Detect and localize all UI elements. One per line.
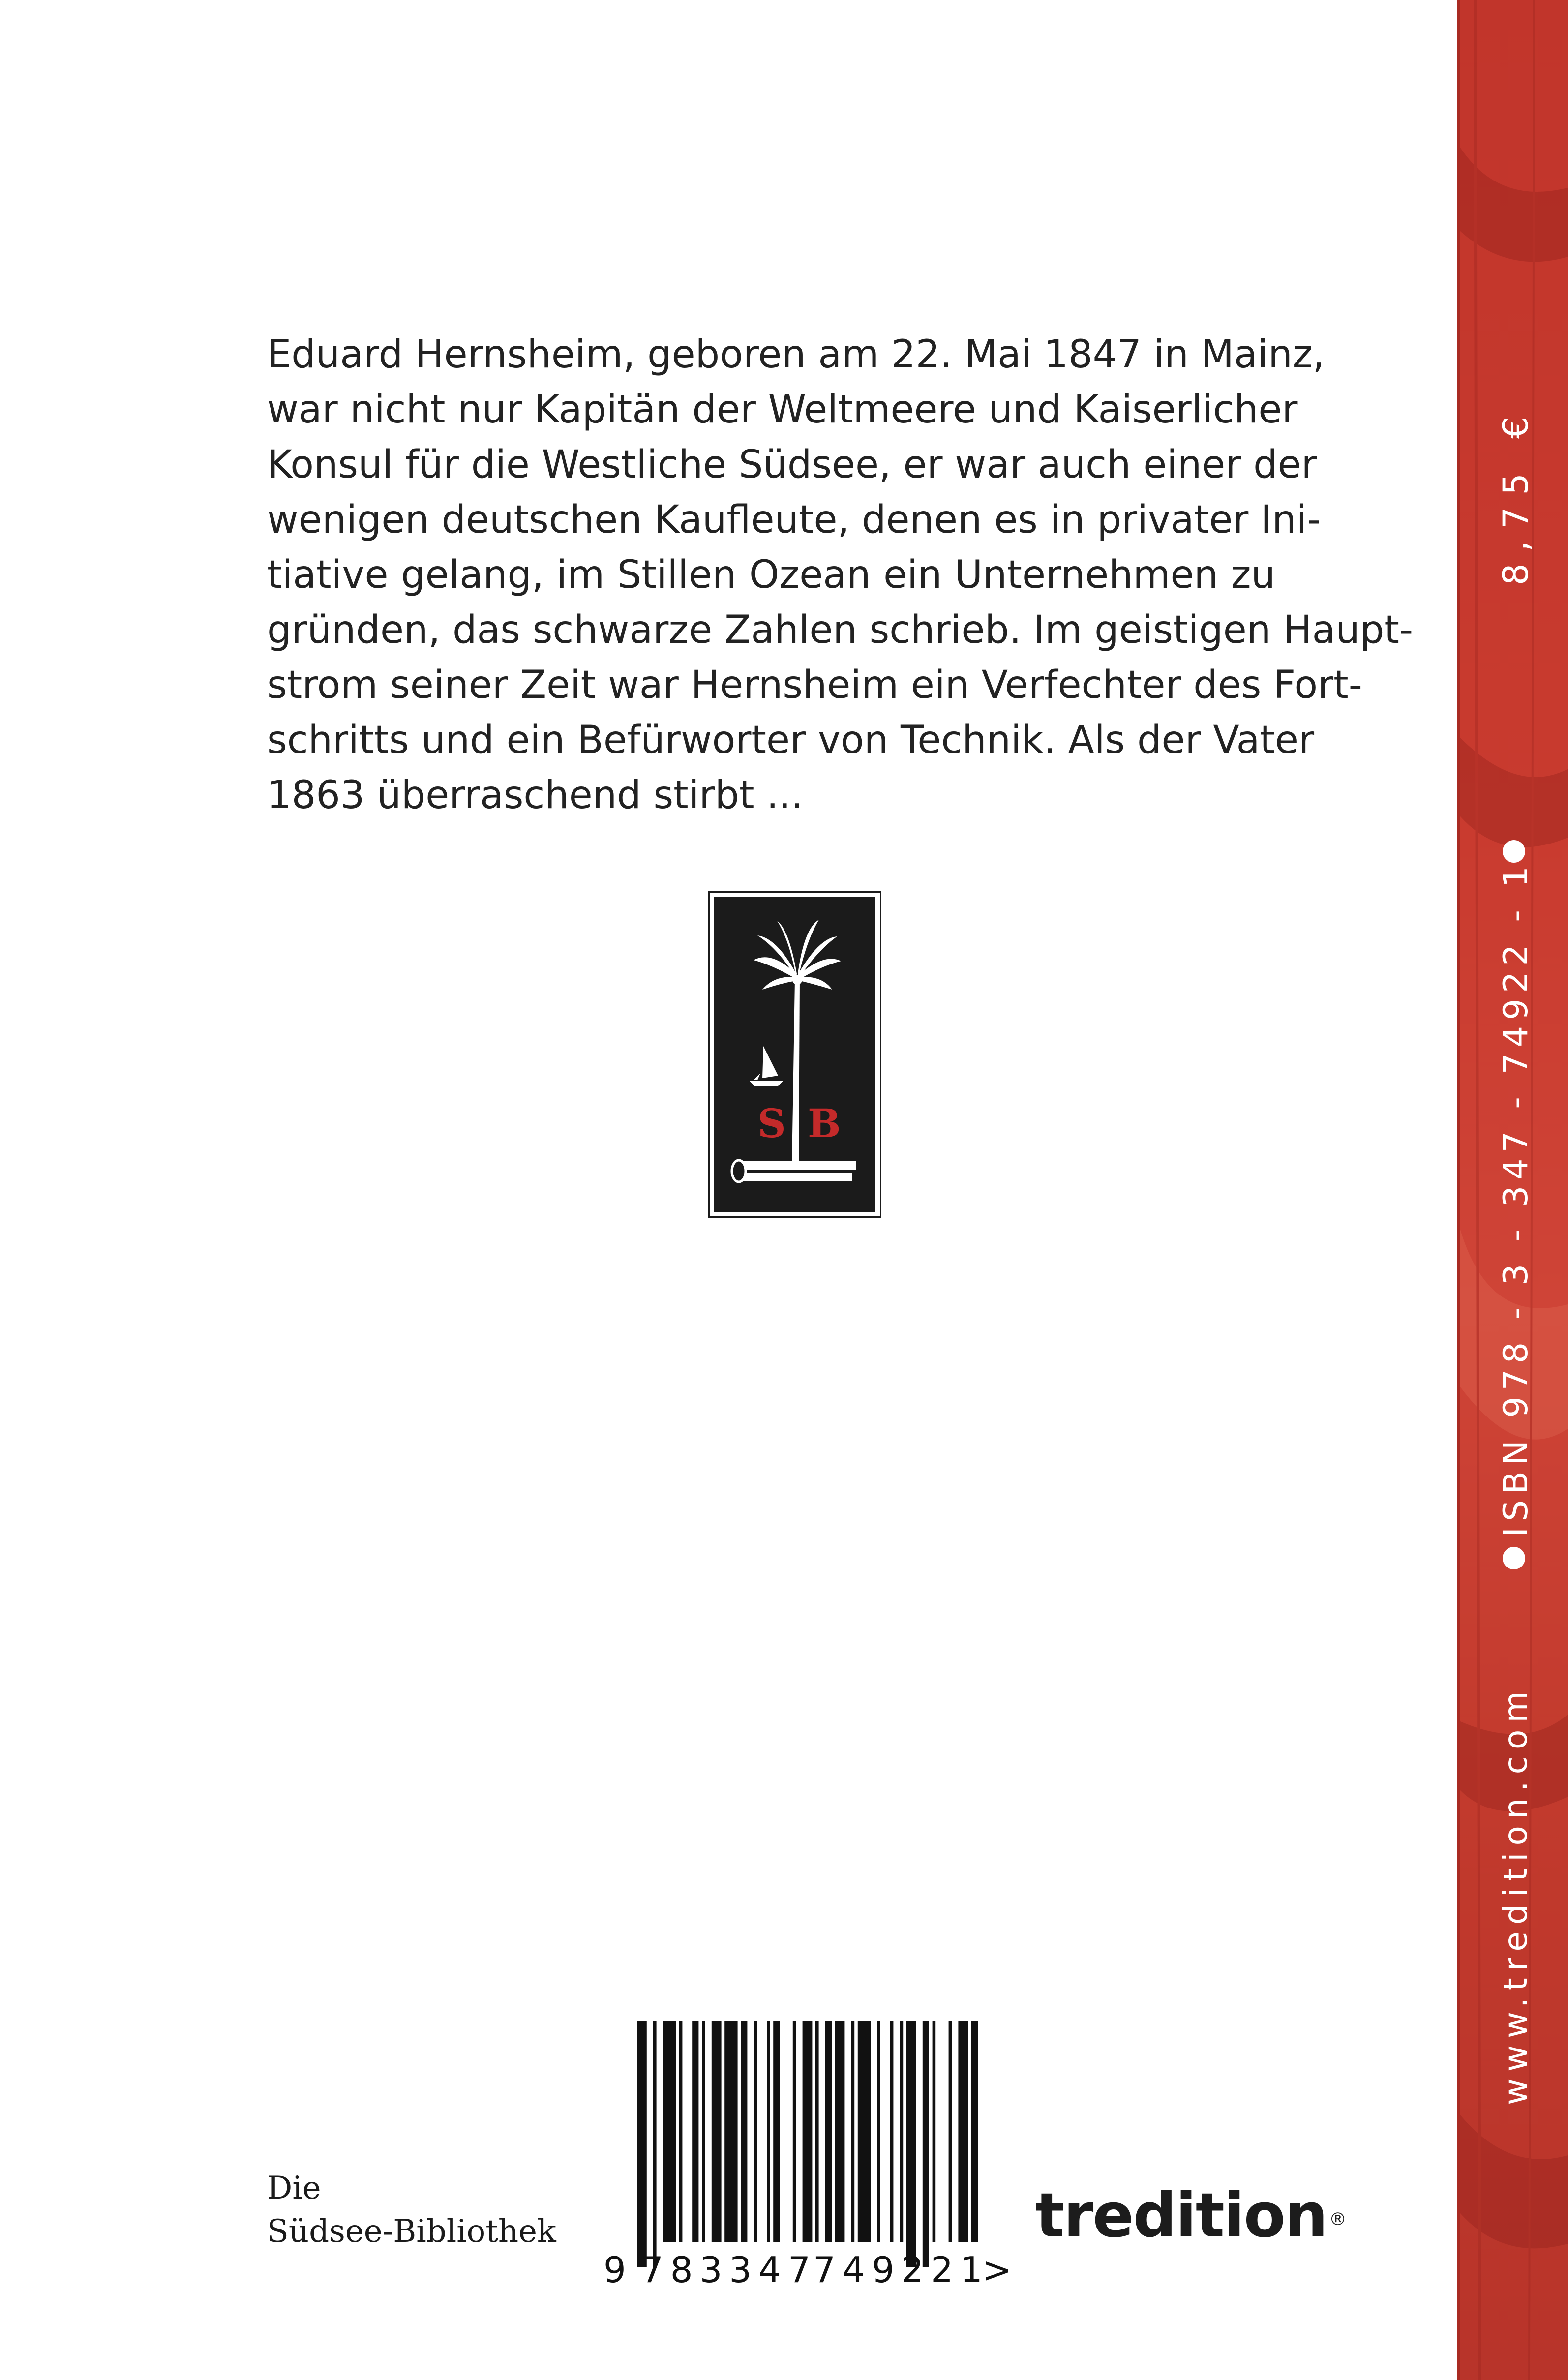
barcode-digits-left: 783347: [641, 2249, 817, 2290]
publisher-logo: [1035, 2181, 1346, 2250]
barcode-digits-right: 749221: [813, 2249, 990, 2290]
barcode-bar: [712, 2021, 722, 2242]
barcode-bar: [773, 2021, 780, 2242]
blurb-line: tiative gelang, im Stillen Ozean ein Unternehmen zu: [267, 553, 1275, 597]
blurb-line: wenigen deutschen Kaufleute, denen es in privater Ini-: [267, 498, 1321, 542]
barcode-bar: [958, 2021, 968, 2242]
barcode-bar: [890, 2021, 894, 2242]
barcode-bar: [653, 2021, 657, 2267]
barcode-bar: [724, 2021, 737, 2242]
barcode-bar: [637, 2021, 647, 2267]
isbn-barcode: [603, 2021, 1011, 2297]
series-emblem: [708, 891, 881, 1218]
series-label: [267, 2167, 556, 2253]
spine-separator-dot: [1503, 840, 1525, 863]
barcode-bar: [933, 2021, 936, 2242]
barcode-bar: [835, 2021, 845, 2242]
spine-isbn: ISBN 978 - 3 - 347 - 74922 - 1: [1497, 860, 1536, 1537]
barcode-bar: [949, 2021, 952, 2242]
barcode-bar: [815, 2021, 819, 2242]
barcode-bar: [793, 2021, 796, 2242]
blurb-line: strom seiner Zeit war Hernsheim ein Verfechter des Fort-: [267, 663, 1362, 707]
blurb-text: [267, 327, 1414, 823]
barcode-quiet-mark: >: [982, 2249, 1012, 2290]
barcode-bar: [971, 2021, 978, 2242]
barcode-bar: [679, 2021, 683, 2242]
barcode-bar: [877, 2021, 880, 2242]
blurb-line: Eduard Hernsheim, geboren am 22. Mai 1847 in Mainz,: [267, 332, 1325, 377]
barcode-bar: [692, 2021, 698, 2242]
barcode-bar: [754, 2021, 757, 2242]
barcode-bar: [900, 2021, 904, 2242]
barcode-bar: [767, 2021, 770, 2242]
book-spine: [1457, 0, 1568, 2380]
barcode-bar: [851, 2021, 855, 2242]
spine-separator-dot: [1503, 1547, 1525, 1569]
barcode-digit-prefix: 9: [603, 2249, 626, 2290]
barcode-bar: [825, 2021, 832, 2242]
barcode-bar: [803, 2021, 813, 2242]
barcode-bar: [741, 2021, 747, 2242]
blurb-line: gründen, das schwarze Zahlen schrieb. Im geistigen Haupt-: [267, 608, 1414, 652]
barcode-bar: [923, 2021, 929, 2267]
spine-url: www.tredition.com: [1497, 1684, 1535, 2105]
emblem-letter-s: S: [757, 1100, 786, 1146]
registered-mark: ®: [1329, 2209, 1346, 2229]
emblem-letter-b: B: [808, 1100, 841, 1146]
barcode-bar: [702, 2021, 705, 2242]
blurb-line: 1863 überraschend stirbt ...: [267, 773, 803, 817]
publisher-name: tredition: [1035, 2180, 1327, 2251]
blurb-line: war nicht nur Kapitän der Weltmeere und Kaiserlicher: [267, 388, 1298, 432]
blurb-line: schritts und ein Befürworter von Technik. Als der Vater: [267, 718, 1315, 762]
series-label-line2: Südsee-Bibliothek: [267, 2213, 556, 2250]
barcode-bar: [906, 2021, 916, 2267]
barcode-bar: [663, 2021, 676, 2242]
blurb-line: Konsul für die Westliche Südsee, er war auch einer der: [267, 443, 1317, 487]
series-label-line1: Die: [267, 2170, 321, 2206]
barcode-bar: [858, 2021, 871, 2242]
spine-price: 8,75 €: [1496, 405, 1536, 585]
